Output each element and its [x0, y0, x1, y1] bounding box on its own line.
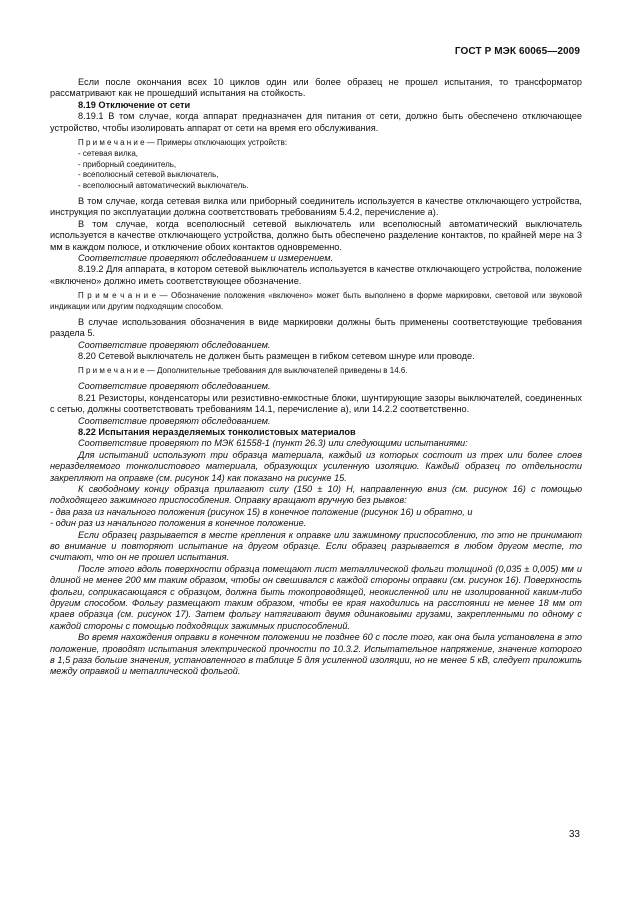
paragraph: Если после окончания всех 10 циклов один или более образец не прошел испытания, то трансформатор рассматривают как не прошедший испытания на стойкость. [50, 77, 582, 99]
paragraph: Соответствие проверяют по МЭК 61558-1 (пункт 26.3) или следующими испытаниями: [78, 438, 468, 449]
note [50, 138, 582, 149]
list-item: - два раза из начального положения (рисунок 15) в конечное положение (рисунок 16) и обратно, и [50, 506, 473, 517]
paragraph: К свободному концу образца прилагают силу (150 ± 10) Н, направленную вниз (см. рисунок 16) с помощью подходящего зажимного приспособления. Оправку вращают вручную без рывков: [50, 483, 582, 506]
note-label: П р и м е ч а н и е [78, 366, 145, 376]
compliance-check: Соответствие проверяют обследованием. [78, 381, 271, 392]
paragraph: В том случае, когда сетевая вилка или приборный соединитель используется в качестве отключающего устройства, инструкция по эксплуатации должна соответствовать требованиям 5.4.2, перечисление а). [50, 196, 582, 218]
compliance-check: Соответствие проверяют обследованием. [78, 339, 271, 350]
section-heading-8-22: 8.22 Испытания неразделяемых тонколистовых материалов [78, 426, 356, 437]
note-label: П р и м е ч а н и е [78, 291, 157, 301]
note [50, 291, 582, 313]
note-text: — Дополнительные требования для выключателей приведены в 14.6. [144, 366, 408, 376]
section-heading-8-19: 8.19 Отключение от сети [78, 99, 191, 110]
standard-code-header: ГОСТ Р МЭК 60065—2009 [454, 46, 580, 57]
note-text: — Обозначение положения «включено» может быть выполнено в форме маркировки, световой или звуковой индикации или другим подходящим способом. [50, 291, 583, 312]
page-content [50, 77, 582, 678]
note [50, 366, 582, 377]
paragraph: Во время нахождения оправки в конечном положении не позднее 60 с после того, как она была установлена в это положение, проводят испытания электрической прочности по 10.3.2. Испытательное напряжение, значение которого в 1,5 раза больше значения, установленного в таблице 5 для усиленной изоляции, но не менее 5 кВ, следует приложить между оправкой и металлической фольгой. [50, 632, 582, 677]
paragraph: 8.20 Сетевой выключатель не должен быть размещен в гибком сетевом шнуре или проводе. [78, 351, 475, 362]
list-item: - один раз из начального положения в конечное положение. [50, 518, 307, 529]
paragraph: Для испытаний используют три образца материала, каждый из которых состоит из трех или более слоев неразделяемого тонколистового материала, образующих усиленную изоляцию. Каждый образец по отдельности закрепляют на оправке (см. рисунок 14) как показано на рисунке 15. [50, 449, 582, 483]
note-text: — Примеры отключающих устройств: [144, 138, 288, 148]
paragraph: 8.19.1 В том случае, когда аппарат предназначен для питания от сети, должно быть обеспечено отключающее устройство, чтобы изолировать аппарат от сети на время его обслуживания. [50, 111, 582, 133]
list-item: - сетевая вилка, [78, 148, 138, 158]
note-label: П р и м е ч а н и е [78, 138, 145, 148]
page-number: 33 [568, 829, 580, 840]
paragraph: В случае использования обозначения в виде маркировки должны быть применены соответствующие требования раздела 5. [50, 316, 582, 339]
list-item: - приборный соединитель, [78, 159, 177, 169]
paragraph: 8.19.2 Для аппарата, в котором сетевой выключатель используется в качестве отключающего устройства, положение «включено» должно иметь соответствующее обозначение. [50, 264, 582, 286]
paragraph: Если образец разрывается в месте крепления к оправке или зажимному приспособлению, то это не принимают во внимание и повторяют испытание на другом образце. Если образец разрывается в любом другом месте, то считают, что он не прошел испытания. [50, 529, 582, 563]
compliance-check: Соответствие проверяют обследованием. [78, 415, 271, 426]
paragraph: 8.21 Резисторы, конденсаторы или резистивно-емкостные блоки, шунтирующие зазоры выключателей, соединенных с сетью, должны соответствовать требованиям 14.1, перечисление а), или 14.2.2 соответственно. [50, 392, 582, 415]
list-item: - всеполюсный автоматический выключатель. [78, 181, 249, 191]
paragraph: После этого вдоль поверхности образца помещают лист металлической фольги толщиной (0,035 ± 0,005) мм и длиной не менее 200 мм таким образом, чтобы он свешивался с каждой стороны оправки (см. рисунок 16). Поверхность фольги, соприкасающаяся с образцом, должна быть токопроводящей, неокисленной или не изолированной каким-либо другим способом. Фольгу размещают таким образом, чтобы ее края находились на расстоянии не менее 18 мм от краев образца (см. рисунок 17). Затем фольгу натягивают двумя одинаковыми грузами, закрепленными по одному с каждой стороны с помощью подходящих зажимных приспособлений. [50, 563, 582, 631]
compliance-check: Соответствие проверяют обследованием и измерением. [78, 253, 334, 264]
paragraph: В том случае, когда всеполюсный сетевой выключатель или всеполюсный автоматический выключатель используется в качестве отключающего устройства, должно быть обеспечено разделение контактов, по крайней мере на 3 мм в каждом полюсе, и отключение обоих контактов одновременно. [50, 218, 582, 252]
list-item: - всеполюсный сетевой выключатель, [78, 170, 219, 180]
